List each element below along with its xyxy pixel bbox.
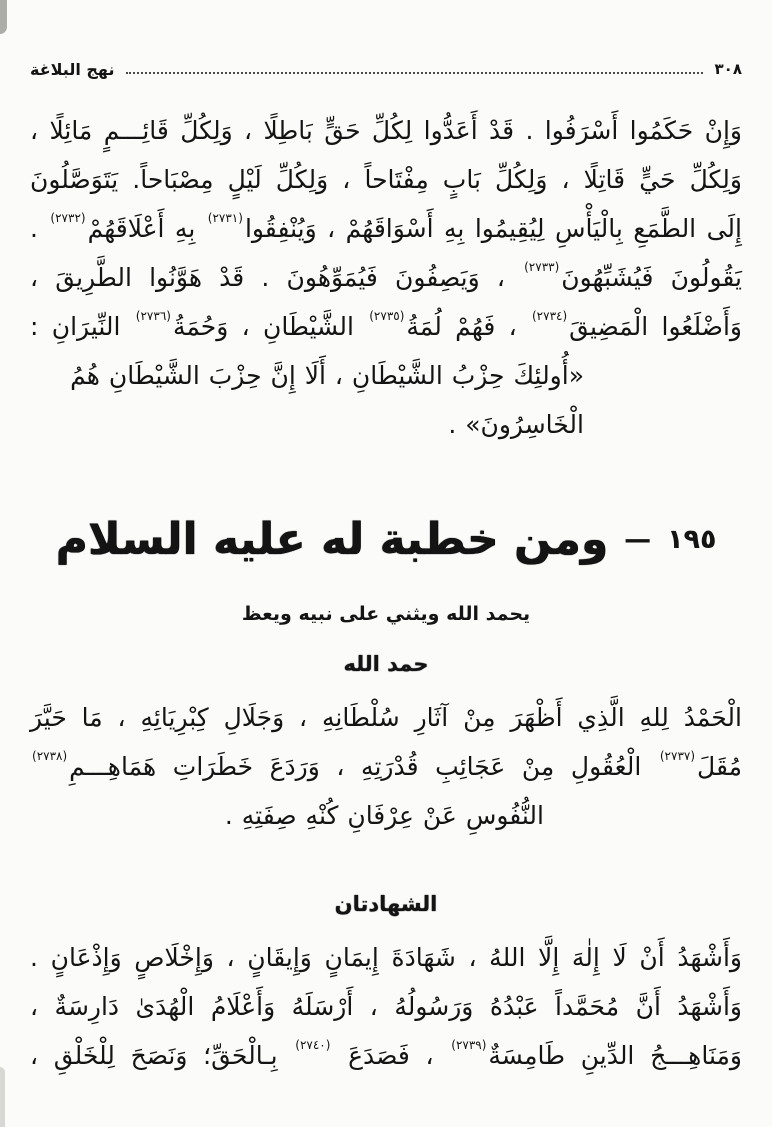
book-title: نهج البلاغة (30, 59, 115, 79)
scan-smudge (0, 1067, 5, 1127)
text-line (30, 791, 742, 840)
text-segment: الشَّيْطَانِ ، وَحُمَةُ (172, 312, 368, 341)
text-segment: النِّيرَانِ : (30, 312, 134, 341)
text-segment: ، فَصَدَعَ (332, 1041, 450, 1070)
page-number: ٣٠٨ (714, 60, 742, 78)
dash-separator: — (624, 523, 652, 555)
footnote-ref: (٢٧٣٢) (50, 210, 86, 225)
text-segment: وَلِكُلِّ حَيٍّ قَاتِلًا ، وَلِكُلِّ بَابٍ مِفْتَاحاً ، وَلِكُلِّ لَيْلٍ مِصْبَاحاً. يَتَوَصَّلُونَ (30, 165, 742, 194)
text-segment: بِـالْحَقِّ؛ وَنَصَحَ لِلْخَلْقِ ، (30, 1041, 294, 1070)
sermon-title-calligraphy: ومن خطبة له عليه السلام (55, 513, 609, 565)
text-line (30, 742, 742, 791)
text-segment: إِلَى الطَّمَعِ بِالْيَأْسِ لِيُقِيمُوا بِهِ أَسْوَاقَهُمْ ، وَيُنْفِقُوا (244, 214, 742, 243)
text-segment: بِهِ أَعْلَاقَهُمْ (87, 214, 206, 243)
text-segment: وَمَنَاهِـــجُ الدِّينِ طَامِسَةٌ (488, 1041, 742, 1070)
text-segment: مُقَلَ (697, 752, 742, 781)
footnote-ref: (٢٧٣٤) (531, 308, 568, 323)
text-segment: وَإِنْ حَكَمُوا أَسْرَفُوا . قَدْ أَعَدُّوا لِكُلِّ حَقٍّ بَاطِلًا ، وَلِكُلِّ قَائِـــمٍ مَائِلًا ، (30, 116, 742, 145)
text-segment: الْعُقُولِ مِنْ عَجَائِبِ قُدْرَتِهِ ، وَرَدَعَ خَطَرَاتِ هَمَاهِـــمِ (69, 752, 658, 781)
text-segment: وَأَشْهَدُ أَنْ لَا إِلٰهَ إِلَّا اللهُ ، شَهَادَةَ إِيمَانٍ وَإِيقَانٍ ، وَإِخْلَاصٍ وَإِذْعَانٍ . (30, 943, 742, 972)
scan-smudge (0, 0, 7, 34)
text-line (30, 106, 742, 155)
footnote-ref: (٢٧٣٩) (451, 1037, 487, 1052)
footnote-ref: (٢٧٣٥) (369, 308, 405, 323)
sermon-195-header (30, 495, 742, 583)
text-line (30, 982, 742, 1031)
section-heading-shahadatan: الشهادتان (334, 892, 438, 916)
text-line (30, 933, 742, 982)
header-dotted-rule (126, 72, 702, 74)
sermon-195-section-2 (30, 933, 742, 1080)
sermon-195-section-1 (30, 693, 742, 840)
quran-quote-line (30, 351, 742, 449)
text-line (30, 693, 742, 742)
text-line (30, 253, 742, 302)
text-segment: ، فَهُمْ لُمَةُ (406, 312, 530, 341)
text-segment: النُّفُوسِ عَنْ عِرْفَانِ كُنْهِ صِفَتِهِ . (224, 801, 544, 830)
footnote-ref: (٢٧٣٧) (659, 748, 696, 763)
text-line (30, 302, 742, 351)
text-segment: وَأَضْلَعُوا الْمَضِيقَ (569, 312, 742, 341)
sermon-number: ١٩٥ (667, 523, 717, 555)
text-segment: «أُولئِكَ حِزْبُ الشَّيْطَانِ ، أَلَا إِنَّ حِزْبَ الشَّيْطَانِ هُمُ الْخَاسِرُونَ» . (70, 361, 584, 439)
text-line (30, 1031, 742, 1080)
footnote-ref: (٢٧٣٣) (524, 259, 560, 274)
text-line (30, 204, 742, 253)
page-header (30, 54, 742, 84)
text-segment: . (30, 214, 49, 243)
text-segment: يَقُولُونَ فَيُشَبِّهُونَ (561, 263, 742, 292)
footnote-ref: (٢٧٣٦) (135, 308, 171, 323)
text-line (30, 155, 742, 204)
footnote-ref: (٢٧٤٠) (295, 1037, 331, 1052)
text-segment: ، وَيَصِفُونَ فَيُمَوِّهُونَ . قَدْ هَوَّنُوا الطَّرِيقَ ، (30, 263, 523, 292)
footnote-ref: (٢٧٣١) (207, 210, 243, 225)
text-segment: الْحَمْدُ لِلهِ الَّذِي أَظْهَرَ مِنْ آثَارِ سُلْطَانِهِ ، وَجَلَالِ كِبْرِيَائِهِ ، مَا حَيَّرَ (30, 703, 742, 732)
sermon-subtitle: يحمد الله ويثني على نبيه ويعظ (241, 603, 531, 625)
section-heading-hamd: حمد الله (343, 652, 429, 676)
text-segment: وَأَشْهَدُ أَنَّ مُحَمَّداً عَبْدُهُ وَرَسُولُهُ ، أَرْسَلَهُ وَأَعْلَامُ الْهُدَىٰ دَارِسَةٌ ، (30, 992, 742, 1021)
sermon-194-conclusion (30, 106, 742, 449)
footnote-ref: (٢٧٣٨) (32, 748, 68, 763)
